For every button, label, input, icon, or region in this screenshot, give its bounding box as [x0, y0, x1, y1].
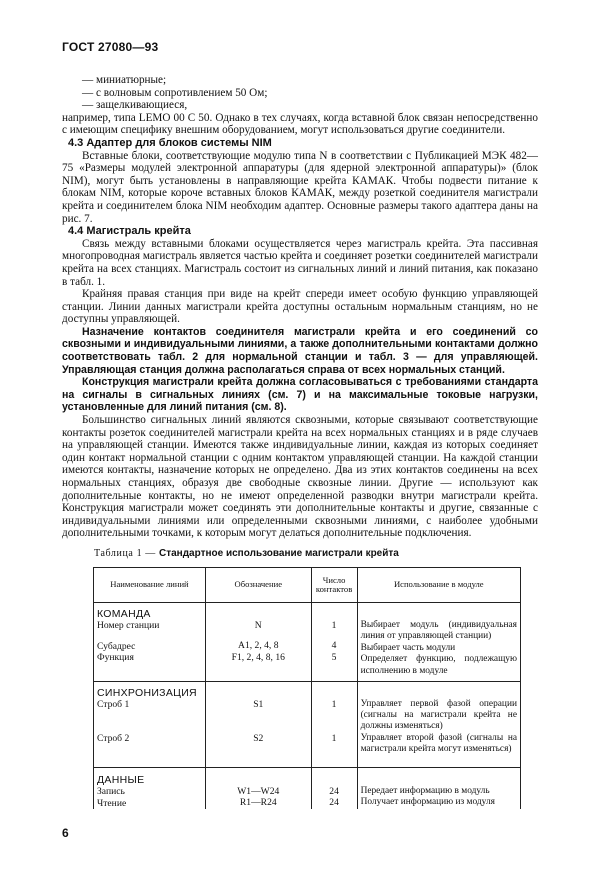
paragraph-bold [62, 326, 538, 376]
contact-count: 24 [329, 785, 339, 797]
paragraph: например, типа LEMO 00 C 50. Однако в тех случаях, когда вставной блок связан непосредственно с имеющим специфику внешним оборудованием, могут использоваться другие соединители. [62, 111, 538, 137]
column-header: Наименование линий [94, 568, 206, 603]
page-number: 6 [62, 826, 69, 840]
paragraph: Большинство сигнальных линий являются сквозными, которые связывают соответствующие контакты розеток соединителей магистрали крейта на всех нормальных станциях и в ряде случаев на управляющей станции. Имеются также индивидуальные линии, каждая из которых соединяет один контакт нормальной станции с одним контактом управляющей станции. На каждой станции имеются контакты, назначение которых не определено. Два из этих контактов соединены на всех нормальных станциях, образуя две свободные сквозные линии. Другие — используют как дополнительные контакты, но не имеют определенной разводки внутри магистрали крейта. Конструкция магистрали может соединять эти дополнительные контакты и другие, связанные с индивидуальными линиями или определенными сквозными линиями, с наиболее удобными дополнительными точками, к которым могут делаться дополнительные подключения. [62, 414, 538, 540]
usage-text: Передает информацию в модуль [360, 785, 490, 796]
usage-text: Выбирает модуль (индивидуальная линия от управляющей станции) [360, 620, 517, 642]
line-name: Запись [97, 786, 125, 798]
designation: A1, 2, 4, 8 [238, 640, 279, 652]
designation: F1, 2, 4, 8, 16 [231, 651, 285, 663]
line-name: Номер станции [97, 620, 160, 632]
usage-cell [357, 767, 520, 809]
contact-count: 1 [331, 620, 337, 631]
group-title: ДАННЫЕ [97, 773, 145, 786]
designation-cell [205, 681, 311, 767]
column-header: Число контактов [311, 568, 357, 603]
paragraph: Вставные блоки, соответствующие модулю типа N в соответствии с Публикацией МЭК 482—75 «Размеры модулей электронной аппаратуры (для ядерной электронной аппаратуры)» (блок NIM), могут быть установлены в направляющие крейта КАМАК. Чтобы подвести питание к блокам NIM, которые короче вставных блоков КАМАК, между розеткой соединителя магистрали крейта и соединителем блока NIM необходим адаптер. Основные размеры такого адаптера даны на рис. 7. [62, 149, 538, 225]
table-row-group-data [94, 767, 521, 809]
table-caption-title: Стандартное использование магистрали крейта [158, 548, 399, 559]
contact-count: 5 [331, 651, 337, 663]
paragraph: Связь между вставными блоками осуществляется через магистраль крейта. Эта пассивная многопроводная магистраль является частью крейта и соединяет розетки соединителей магистрали крейта на всех станциях. Магистраль состоит из сигнальных линий и линий питания, как показано в табл. 1. [62, 237, 538, 288]
contacts-cell [311, 603, 357, 682]
section-heading-4-3: 4.3 Адаптер для блоков системы NIM [68, 136, 272, 149]
contact-count: 4 [331, 640, 337, 652]
list-item: — с волновым сопротивлением 50 Ом; [82, 86, 268, 99]
contact-count: 24 [329, 797, 339, 809]
contacts-cell [311, 681, 357, 767]
designation: R1—R24 [239, 797, 277, 809]
column-header: Обозначение [205, 568, 311, 603]
designation-cell [205, 767, 311, 809]
usage-text: Управляет первой фазой операции (сигналы на магистрали крейта не должны изменяться) [360, 698, 517, 732]
column-header: Использование в модуле [357, 568, 520, 603]
table-header-row [94, 568, 521, 603]
table-caption-prefix: Таблица 1 — [94, 548, 156, 559]
usage-text: Получает информацию из модуля [360, 797, 495, 808]
line-name-cell [94, 767, 206, 809]
line-name: Строб 1 [97, 699, 130, 711]
line-name: Субадрес [97, 640, 136, 652]
designation-cell [205, 603, 311, 682]
bold-text: Назначение контактов соединителя магистрали крейта и его соединений со сквозными и индивидуальными линиями, а также дополнительными контактами должно соответствовать табл. 2 для нормальной станции и табл. 3 — для управляющей. Управляющая станция должна располагаться справа от всех нормальных станций. [62, 325, 538, 376]
table-row-group-sync [94, 681, 521, 767]
table-row-group-command [94, 603, 521, 682]
line-name: Строб 2 [97, 733, 130, 745]
designation: N [254, 620, 262, 631]
usage-cell [357, 603, 520, 682]
group-title: КОМАНДА [97, 608, 151, 620]
line-name-cell [94, 681, 206, 767]
designation: S2 [253, 733, 264, 745]
bold-text: Конструкция магистрали крейта должна согласовываться с требованиями стандарта на сигналы в сигнальных линиях (см. 7) и на максимальные токовые нагрузки, установленные для линий питания (см. 8). [62, 376, 538, 414]
designation: S1 [253, 698, 264, 710]
paragraph-bold [62, 376, 538, 414]
line-name: Функция [97, 652, 134, 664]
line-name: Чтение [97, 797, 127, 809]
contacts-cell [311, 767, 357, 809]
crate-bus-table [93, 567, 521, 809]
paragraph: Крайняя правая станция при виде на крейт спереди имеет особую функцию управляющей станции. Линии данных магистрали крейта доступны остальным нормальным станциям, но не доступны управляющей. [62, 288, 538, 326]
contact-count: 1 [331, 698, 337, 710]
designation: W1—W24 [237, 785, 280, 797]
document-header: ГОСТ 27080—93 [62, 40, 159, 54]
list-item: — миниатюрные; [82, 74, 167, 86]
usage-cell [357, 681, 520, 767]
contact-count: 1 [331, 733, 337, 745]
usage-text: Выбирает часть модули [360, 642, 456, 653]
list-item: — защелкивающиеся, [82, 99, 188, 112]
line-name-cell [94, 603, 206, 682]
usage-text: Определяет функцию, подлежащую исполнению в модуле [360, 654, 517, 676]
table-caption [94, 548, 399, 559]
section-heading-4-4: 4.4 Магистраль крейта [68, 225, 191, 238]
group-title: СИНХРОНИЗАЦИЯ [97, 686, 197, 699]
body-text [62, 74, 538, 540]
usage-text: Управляет второй фазой (сигналы на магистрали крейта могут изменяться) [360, 732, 517, 755]
